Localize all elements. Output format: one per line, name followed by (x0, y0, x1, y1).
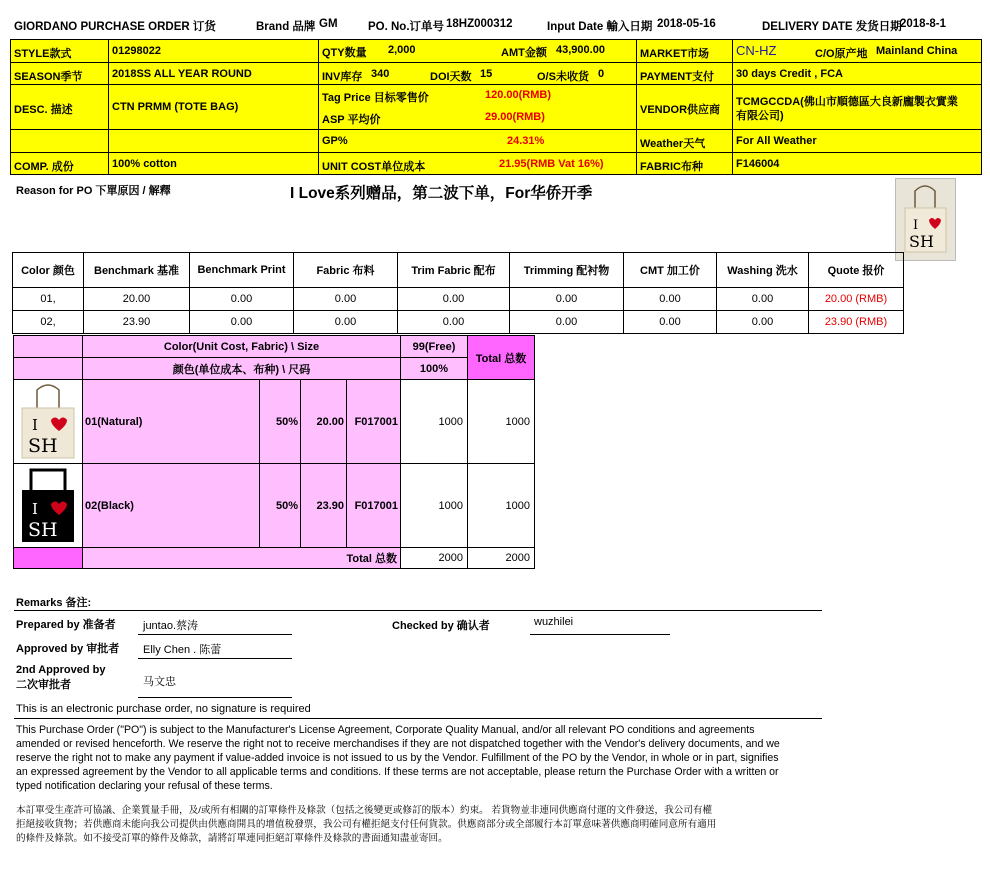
size-qty: 1000 (401, 380, 468, 464)
input-date-label: Input Date 輸入日期 (547, 21, 653, 33)
cell-quote: 23.90 (RMB) (809, 311, 904, 334)
col-header-trimming: Trimming 配衬物 (510, 253, 624, 288)
cell-fabric: 0.00 (294, 311, 398, 334)
cell-color: 01, (13, 288, 84, 311)
po-info-grid (10, 39, 982, 175)
brand-label: Brand 品牌 (256, 21, 316, 33)
corner-cell-2 (14, 358, 83, 380)
weather-label: Weather天气 (640, 138, 706, 150)
terms-zh-line: 拒絕接收貨物；若供應商未能向我公司提供由供應商開具的增值稅發票，我公司有權拒絕支付任何貨款。供應商部分或全部履行本訂單意味著供應商明確同意所有適用 (16, 819, 717, 830)
market-value: CN-HZ (736, 43, 777, 58)
gp-label: GP% (322, 135, 348, 147)
color-name: 01(Natural) (83, 380, 260, 464)
size-header-zh: 颜色(单位成本、布种) \ 尺码 (83, 358, 401, 380)
origin-label: C/O原产地 (815, 48, 868, 60)
bag-letters-sh: SH (28, 435, 58, 457)
weather-value-cell (733, 130, 982, 153)
checked-by-value: wuzhilei (534, 616, 574, 628)
doi-value: 15 (480, 68, 493, 80)
color-name: 02(Black) (83, 464, 260, 548)
os-label: O/S未收货 (537, 71, 589, 83)
grand-total: 2000 (468, 548, 535, 569)
desc-label: DESC. 描述 (14, 104, 73, 116)
vendor-value-line2: 有限公司) (736, 110, 784, 122)
unit-cost-value: 21.95(RMB Vat 16%) (499, 158, 604, 170)
po-number-label: PO. No.订单号 (368, 21, 445, 33)
terms-zh-line: 的條件及條款。如不接受訂單的條件及條款，請將訂單連同拒絕訂單條件及條款的書面通知盡並寄回。 (16, 833, 448, 844)
approved-by-label: Approved by 审批者 (16, 643, 120, 655)
comp-label-cell (11, 153, 109, 175)
remarks-divider (14, 610, 822, 611)
total-label: Total 总数 (83, 548, 401, 569)
asp-label: ASP 平均价 (322, 114, 381, 126)
table-row (14, 380, 535, 464)
qty-cell (319, 40, 637, 63)
table-row (13, 311, 904, 334)
terms-zh-line: 本訂單受生產許可協議、企業質量手冊，及/或所有相關的訂單條件及條款（包括之後變更或修訂的版本）約束。 若貨物並非連同供應商付運的文件發送，我公司有權 (16, 805, 713, 816)
payment-value-cell (733, 63, 982, 85)
fabric-code: F017001 (347, 464, 401, 548)
bag-letter-i: I (913, 218, 919, 233)
comp-label: COMP. 成份 (14, 161, 74, 173)
unit-cost-label: UNIT COST单位成本 (322, 161, 426, 173)
weather-value: For All Weather (736, 135, 817, 147)
row-total: 1000 (468, 464, 535, 548)
desc-value: CTN PRMM (TOTE BAG) (112, 101, 239, 113)
tote-bag-natural-icon (17, 380, 79, 460)
color-swatch-cell (14, 380, 83, 464)
second-approved-label-en: 2nd Approved by (16, 664, 106, 676)
tote-bag-black-icon (17, 464, 79, 544)
inv-value: 340 (371, 68, 390, 80)
cell-benchmark: 23.90 (84, 311, 190, 334)
checked-by-label: Checked by 确认者 (392, 620, 490, 632)
payment-label-cell (637, 63, 733, 85)
origin-value: Mainland China (876, 45, 958, 57)
vendor-value-line1: TCMGCCDA(佛山市順德區大良新龐製衣實業 (736, 96, 958, 108)
approved-by-line (138, 658, 292, 659)
comp-value: 100% cotton (112, 158, 177, 170)
reason-text: I Love系列赠品，第二波下单，For华侨开季 (290, 185, 593, 202)
total-row (14, 548, 535, 569)
brand-value: GM (319, 18, 338, 30)
desc-value-cell (109, 85, 319, 130)
prepared-by-line (138, 634, 292, 635)
size-breakdown-table (13, 335, 535, 569)
vendor-label-cell (637, 85, 733, 130)
season-label: SEASON季节 (14, 71, 83, 83)
bag-letters-sh: SH (28, 519, 58, 541)
blank-value-cell (109, 130, 319, 153)
size-label: 99(Free) (401, 336, 468, 358)
terms-en-line: This Purchase Order ("PO") is subject to the Manufacturer's License Agreement, Corporate Quality Manual, and/or all relevant PO conditions and agreements (16, 724, 755, 736)
style-label: STYLE款式 (14, 48, 72, 60)
row-total: 1000 (468, 380, 535, 464)
col-header-cmt: CMT 加工价 (624, 253, 717, 288)
input-date: 2018-05-16 (657, 18, 716, 30)
asp-value: 29.00(RMB) (485, 111, 545, 123)
payment-value: 30 days Credit , FCA (736, 68, 843, 80)
total-header: Total 总数 (468, 336, 535, 380)
cell-cmt: 0.00 (624, 288, 717, 311)
gp-cell (319, 130, 637, 153)
cell-trim-fabric: 0.00 (398, 311, 510, 334)
cell-benchmark-print: 0.00 (190, 311, 294, 334)
style-value: 01298022 (112, 45, 161, 57)
cell-benchmark-print: 0.00 (190, 288, 294, 311)
size-header-en: Color(Unit Cost, Fabric) \ Size (83, 336, 401, 358)
fabric-label-cell (637, 153, 733, 175)
weather-label-cell (637, 130, 733, 153)
electronic-notice: This is an electronic purchase order, no signature is required (16, 703, 311, 715)
fabric-value-cell (733, 153, 982, 175)
prepared-by-value: juntao.蔡涛 (143, 620, 199, 632)
payment-label: PAYMENT支付 (640, 71, 714, 83)
unit-cost: 20.00 (301, 380, 347, 464)
blank-label-cell (11, 130, 109, 153)
os-value: 0 (598, 68, 605, 80)
second-approved-line (138, 697, 292, 698)
col-header-fabric: Fabric 布料 (294, 253, 398, 288)
cell-trimming: 0.00 (510, 288, 624, 311)
cell-benchmark: 20.00 (84, 288, 190, 311)
inv-cell (319, 63, 637, 85)
terms-en-line: an expressed agreement by the Vendor to all applicable terms and conditions. If these terms are not acceptable, please return the Purchase Order with a written or (16, 766, 779, 778)
po-number: 18HZ000312 (446, 18, 513, 30)
col-header-quote: Quote 报价 (809, 253, 904, 288)
vendor-label: VENDOR供应商 (640, 104, 721, 116)
doi-label: DOI天数 (430, 71, 472, 83)
gp-value: 24.31% (507, 135, 545, 147)
cell-fabric: 0.00 (294, 288, 398, 311)
reason-label: Reason for PO 下單原因 / 解釋 (16, 185, 171, 197)
unit-cost-cell (319, 153, 637, 175)
style-value-cell (109, 40, 319, 63)
cell-trimming: 0.00 (510, 311, 624, 334)
terms-english (16, 723, 780, 793)
product-image (895, 178, 956, 261)
fabric-value: F146004 (736, 158, 780, 170)
desc-label-cell (11, 85, 109, 130)
cell-quote: 20.00 (RMB) (809, 288, 904, 311)
second-approved-value: 马文忠 (143, 676, 176, 688)
market-label: MARKET市场 (640, 48, 710, 60)
size-percent: 100% (401, 358, 468, 380)
col-header-color: Color 颜色 (13, 253, 84, 288)
delivery-date-label: DELIVERY DATE 发货日期 (762, 21, 902, 33)
terms-en-line: typed notification declaring your refusal of these terms. (16, 780, 273, 792)
terms-en-line: reserve the right not to make any payment if value-added invoice is not issued to us by the Vendor. Fulfillment of the PO by the Vendor, in whole or in part, signifies (16, 752, 779, 764)
tote-bag-icon (896, 179, 955, 260)
market-label-cell (637, 40, 733, 63)
terms-chinese (16, 804, 716, 846)
bag-letters-sh: SH (909, 232, 934, 251)
second-approved-label-zh: 二次审批者 (16, 679, 71, 691)
season-label-cell (11, 63, 109, 85)
size-qty: 1000 (401, 464, 468, 548)
col-header-trim-fabric: Trim Fabric 配布 (398, 253, 510, 288)
col-header-benchmark: Benchmark 基准 (84, 253, 190, 288)
amt-label: AMT金额 (501, 47, 547, 59)
prepared-by-label: Prepared by 准备者 (16, 619, 116, 631)
total-qty: 2000 (401, 548, 468, 569)
bag-letter-i: I (32, 500, 38, 518)
comp-value-cell (109, 153, 319, 175)
table-row (13, 288, 904, 311)
fabric-label: FABRIC布种 (640, 161, 703, 173)
market-value-cell (733, 40, 982, 63)
style-label-cell (11, 40, 109, 63)
vendor-value-cell (733, 85, 982, 130)
total-corner-cell (14, 548, 83, 569)
qty-value: 2,000 (388, 44, 416, 56)
col-header-washing: Washing 洗水 (717, 253, 809, 288)
qty-label: QTY数量 (322, 47, 367, 59)
fabric-code: F017001 (347, 380, 401, 464)
unit-cost: 23.90 (301, 464, 347, 548)
remarks-label: Remarks 备注: (16, 597, 92, 609)
inv-label: INV库存 (322, 71, 363, 83)
cell-washing: 0.00 (717, 311, 809, 334)
price-cell (319, 85, 637, 130)
color-swatch-cell (14, 464, 83, 548)
cell-color: 02, (13, 311, 84, 334)
approved-by-value: Elly Chen . 陈蕾 (143, 644, 222, 656)
color-percent: 50% (260, 380, 301, 464)
cell-trim-fabric: 0.00 (398, 288, 510, 311)
col-header-benchmark-print: Benchmark Print (190, 253, 294, 288)
cell-washing: 0.00 (717, 288, 809, 311)
checked-by-line (530, 634, 670, 635)
cell-cmt: 0.00 (624, 311, 717, 334)
season-value-cell (109, 63, 319, 85)
corner-cell (14, 336, 83, 358)
bag-letter-i: I (32, 416, 38, 434)
notice-divider (14, 718, 822, 719)
terms-en-line: amended or revised henceforth. We reserve the right not to receive merchandises if they are not dispatched together with the Vendor's delivery documents, and we (16, 738, 780, 750)
amt-value: 43,900.00 (556, 44, 605, 56)
delivery-date: 2018-8-1 (900, 18, 947, 30)
table-row (14, 464, 535, 548)
benchmark-table (12, 252, 904, 334)
tag-price-value: 120.00(RMB) (485, 89, 552, 101)
color-percent: 50% (260, 464, 301, 548)
tag-price-label: Tag Price 目标零售价 (322, 92, 429, 104)
po-title: GIORDANO PURCHASE ORDER 订货 (14, 21, 216, 33)
season-value: 2018SS ALL YEAR ROUND (112, 68, 252, 80)
